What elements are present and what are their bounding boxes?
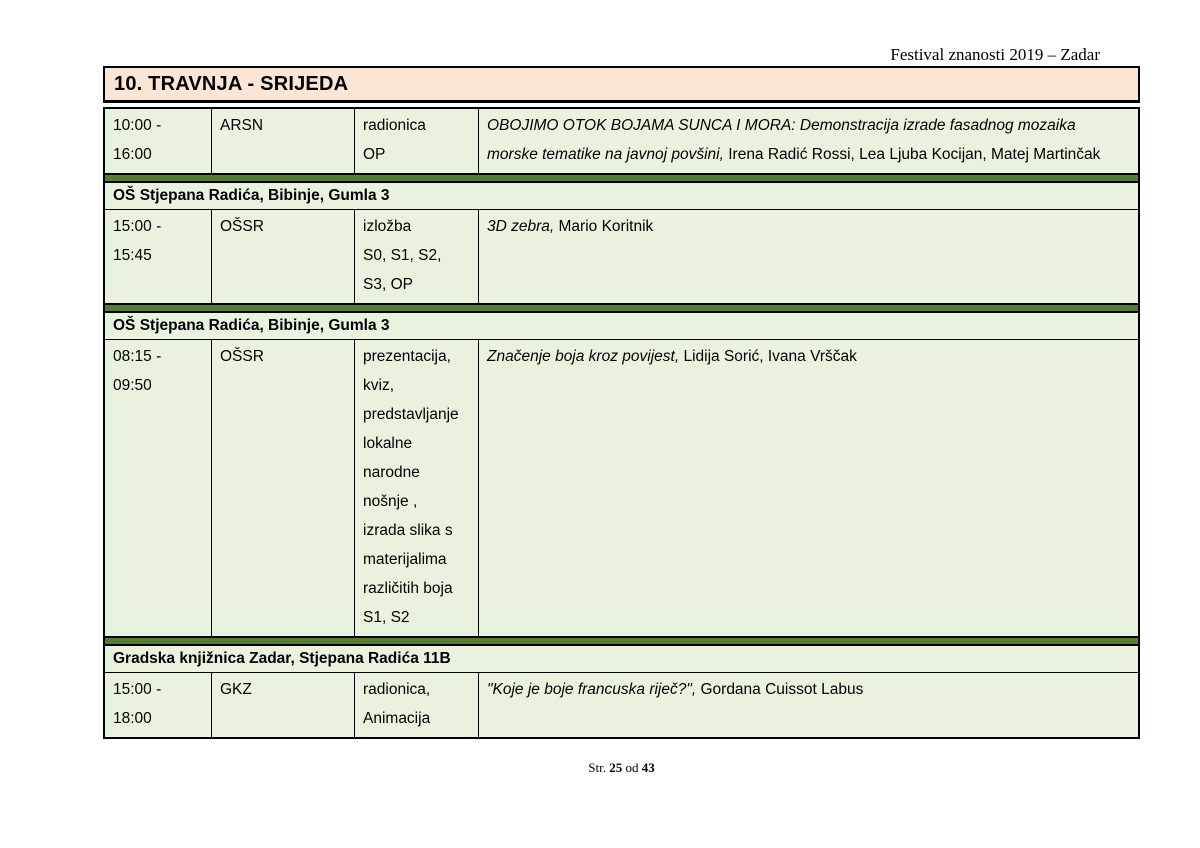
- table-row: [105, 210, 1138, 303]
- day-header-bar: [103, 66, 1140, 103]
- footer-page-number: 25: [609, 760, 623, 775]
- event-time: 10:00 - 16:00: [105, 109, 212, 173]
- event-organizer: ARSN: [212, 109, 355, 173]
- table-row: [105, 109, 1138, 173]
- event-time: 15:00 - 15:45: [105, 210, 212, 303]
- event-title: 3D zebra,: [487, 218, 555, 235]
- footer-total-pages: 43: [641, 760, 655, 775]
- event-description: [479, 109, 1138, 173]
- table-row: [105, 673, 1138, 737]
- event-description: [479, 340, 1138, 636]
- event-organizer: OŠSR: [212, 210, 355, 303]
- event-time: 15:00 - 18:00: [105, 673, 212, 737]
- event-organizer: GKZ: [212, 673, 355, 737]
- event-description: [479, 210, 1138, 303]
- day-header-label: 10. TRAVNJA - SRIJEDA: [114, 72, 349, 95]
- event-type: prezentacija, kviz, predstavljanje lokalne narodne nošnje , izrada slika s materijalima različitih boja S1, S2: [355, 340, 479, 636]
- event-type: radionica OP: [355, 109, 479, 173]
- event-title: Značenje boja kroz povijest,: [487, 348, 680, 365]
- venue-header: OŠ Stjepana Radića, Bibinje, Gumla 3: [105, 313, 1138, 340]
- event-participants: Irena Radić Rossi, Lea Ljuba Kocijan, Matej Martinčak: [723, 146, 1101, 163]
- venue-separator-band: [105, 173, 1138, 183]
- page-footer: [103, 760, 1140, 776]
- footer-separator: od: [622, 760, 642, 775]
- venue-separator-band: [105, 636, 1138, 646]
- page-header-text: Festival znanosti 2019 – Zadar: [890, 45, 1100, 64]
- schedule-document: [103, 66, 1140, 739]
- schedule-table: [103, 107, 1140, 739]
- event-participants: Lidija Sorić, Ivana Vrščak: [679, 348, 857, 365]
- event-organizer: OŠSR: [212, 340, 355, 636]
- event-title: "Koje je boje francuska riječ?",: [487, 681, 697, 698]
- footer-prefix: Str.: [588, 760, 610, 775]
- table-row: [105, 340, 1138, 636]
- event-type: izložba S0, S1, S2, S3, OP: [355, 210, 479, 303]
- event-participants: Mario Koritnik: [554, 218, 654, 235]
- event-title: OBOJIMO OTOK BOJAMA SUNCA I MORA: Demonstracija izrade fasadnog mozaika morske tematike na javnoj povšini,: [487, 117, 1076, 163]
- event-participants: Gordana Cuissot Labus: [696, 681, 864, 698]
- venue-header: OŠ Stjepana Radića, Bibinje, Gumla 3: [105, 183, 1138, 210]
- event-type: radionica, Animacija: [355, 673, 479, 737]
- venue-header: Gradska knjižnica Zadar, Stjepana Radića 11B: [105, 646, 1138, 673]
- venue-separator-band: [105, 303, 1138, 313]
- event-description: [479, 673, 1138, 737]
- event-time: 08:15 - 09:50: [105, 340, 212, 636]
